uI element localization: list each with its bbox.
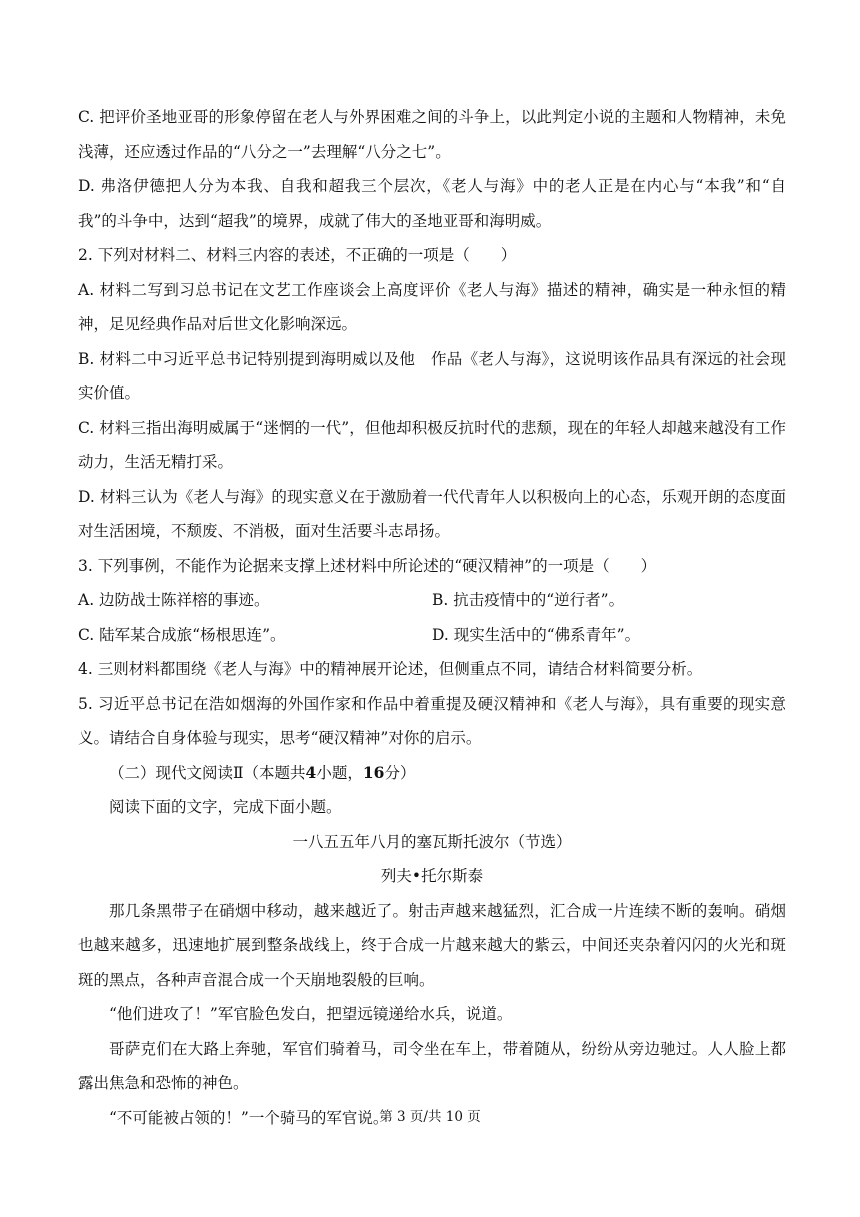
q2-option-c: C. 材料三指出海明威属于“迷惘的一代”，但他却积极反抗时代的悲颓，现在的年轻人却越来越没有工作动力，生活无精打采。	[78, 418, 786, 471]
passage-title: 一八五五年八月的塞瓦斯托波尔（节选）	[292, 832, 572, 851]
section-instruction: 阅读下面的文字，完成下面小题。	[109, 798, 342, 816]
q3-options-row-2	[78, 618, 786, 653]
section-mid: 小题，	[316, 763, 363, 782]
section-suffix: 分）	[384, 763, 416, 782]
passage-paragraph-1: 那几条黑带子在硝烟中移动，越来越近了。射击声越来越猛烈，汇合成一片连续不断的轰响。硝烟也越来越多，迅速地扩展到整条战线上，终于合成一片越来越大的紫云，中间还夹杂着闪闪的火光和斑斑的黑点，各种声音混合成一个天崩地裂般的巨响。	[78, 901, 786, 989]
section-count: 4	[305, 762, 317, 782]
section-prefix: （二）现代文阅读Ⅱ（本题共	[109, 763, 306, 782]
q3-option-a: A. 边防战士陈祥榕的事迹。	[78, 591, 270, 609]
q3-options-row-1	[78, 583, 786, 618]
passage-paragraph-3: 哥萨克们在大路上奔驰，军官们骑着马，司令坐在车上，带着随从，纷纷从旁边驰过。人人脸上都露出焦急和恐怖的神色。	[78, 1039, 786, 1092]
question-3: 3. 下列事例，不能作为论据来支撑上述材料中所论述的“硬汉精神”的一项是（ ）	[78, 556, 657, 575]
question-2: 2. 下列对材料二、材料三内容的表述，不正确的一项是（ ）	[78, 246, 517, 264]
q3-option-b: B. 抗击疫情中的“逆行者”。	[432, 591, 625, 609]
page-content	[78, 100, 786, 1135]
q3-option-c: C. 陆军某合成旅“杨根思连”。	[78, 625, 286, 644]
section-score: 16	[362, 762, 385, 782]
question-4: 4. 三则材料都围绕《老人与海》中的精神展开论述，但侧重点不同，请结合材料简要分析。	[78, 660, 703, 678]
q1-option-c: C. 把评价圣地亚哥的形象停留在老人与外界困难之间的斗争上，以此判定小说的主题和人物精神，未免浅薄，还应透过作品的“八分之一”去理解“八分之七”。	[78, 108, 786, 161]
question-5: 5. 习近平总书记在浩如烟海的外国作家和作品中着重提及硬汉精神和《老人与海》，具有重要的现实意义。请结合自身体验与现实，思考“硬汉精神”对你的启示。	[78, 694, 786, 747]
section-heading	[78, 756, 786, 791]
page-footer	[0, 1107, 860, 1127]
q2-option-d: D. 材料三认为《老人与海》的现实意义在于激励着一代代青年人以积极向上的心态，乐观开朗的态度面对生活困境，不颓废、不消极，面对生活要斗志昂扬。	[78, 487, 786, 540]
q3-option-d: D. 现实生活中的“佛系青年”。	[432, 625, 641, 644]
q1-option-d: D. 弗洛伊德把人分为本我、自我和超我三个层次，《老人与海》中的老人正是在内心与“本我”和“自我”的斗争中，达到“超我”的境界，成就了伟大的圣地亚哥和海明威。	[78, 177, 786, 230]
passage-paragraph-4: “不可能被占领的！”一个骑马的军官说。	[109, 1108, 389, 1127]
q2-option-b: B. 材料二中习近平总书记特别提到海明威以及他 作品《老人与海》，这说明该作品具有深远的社会现实价值。	[78, 349, 786, 402]
passage-author: 列夫•托尔斯泰	[380, 867, 484, 885]
page-number: 第 3 页/共 10 页	[379, 1109, 481, 1125]
q2-option-a: A. 材料二写到习总书记在文艺工作座谈会上高度评价《老人与海》描述的精神，确实是一种永恒的精神，足见经典作品对后世文化影响深远。	[78, 280, 786, 333]
passage-paragraph-2: “他们进攻了！”军官脸色发白，把望远镜递给水兵，说道。	[109, 1005, 513, 1023]
